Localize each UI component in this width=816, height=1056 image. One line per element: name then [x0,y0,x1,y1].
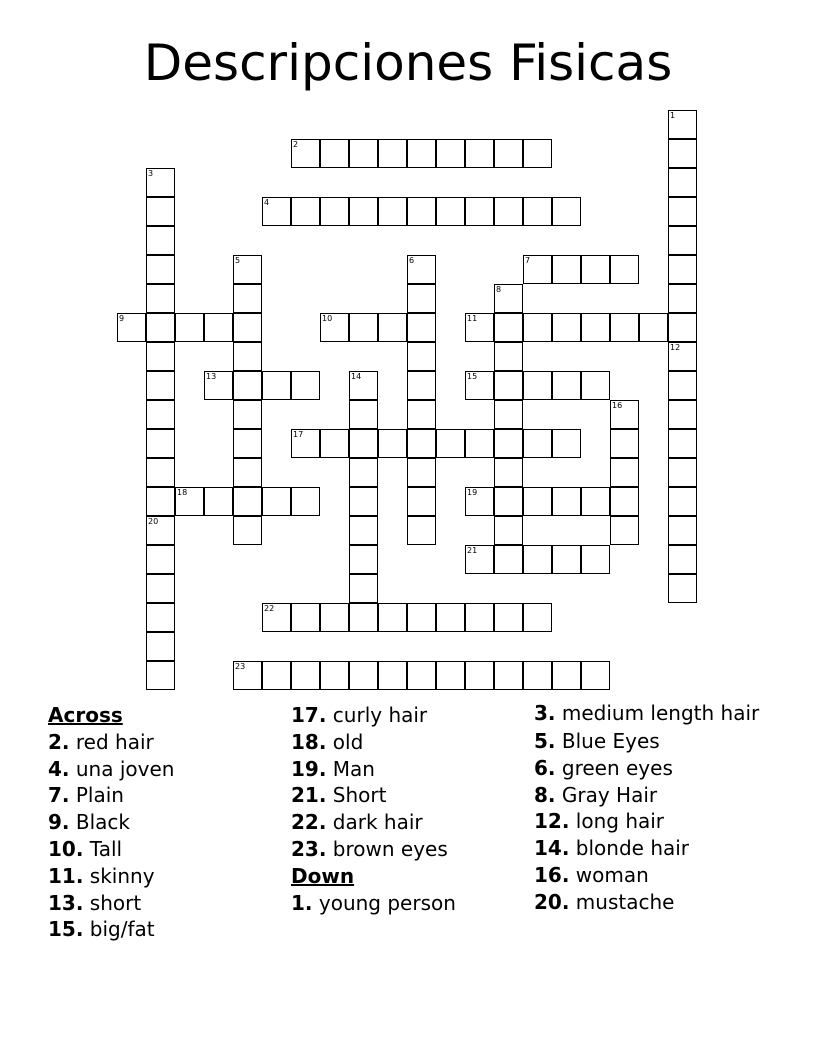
grid-cell[interactable] [349,458,378,487]
grid-cell[interactable] [465,197,494,226]
grid-cell[interactable] [146,632,175,661]
clue-across-4: 4. una joven [48,756,175,781]
grid-cell[interactable] [349,400,378,429]
grid-cell[interactable] [668,284,697,313]
clue-across-21: 21. Short [291,783,387,808]
grid-cell[interactable] [668,168,697,197]
grid-cell[interactable] [349,429,378,458]
grid-cell[interactable] [668,110,697,139]
grid-cell[interactable] [436,603,465,632]
grid-cell[interactable] [349,574,378,603]
grid-cell[interactable] [407,284,436,313]
grid-cell[interactable] [146,255,175,284]
grid-cell[interactable] [668,139,697,168]
clue-number: 7 [525,256,531,265]
grid-cell[interactable] [668,516,697,545]
grid-cell[interactable] [146,342,175,371]
grid-cell[interactable] [523,139,552,168]
grid-cell[interactable] [581,487,610,516]
clue-column-1 [48,702,278,943]
grid-cell[interactable] [349,139,378,168]
grid-cell[interactable] [378,197,407,226]
grid-cell[interactable] [233,661,262,690]
grid-cell[interactable] [436,197,465,226]
grid-cell[interactable] [523,255,552,284]
grid-cell[interactable] [378,313,407,342]
clue-number: 6 [409,256,415,265]
grid-cell[interactable] [407,516,436,545]
grid-cell[interactable] [668,342,697,371]
grid-cell[interactable] [320,661,349,690]
grid-cell[interactable] [523,661,552,690]
grid-cell[interactable] [204,371,233,400]
grid-cell[interactable] [552,429,581,458]
grid-cell[interactable] [668,226,697,255]
grid-cell[interactable] [291,371,320,400]
grid-cell[interactable] [262,661,291,690]
grid-cell[interactable] [610,429,639,458]
grid-cell[interactable] [146,458,175,487]
grid-cell[interactable] [262,603,291,632]
grid-cell[interactable] [204,487,233,516]
grid-cell[interactable] [494,400,523,429]
grid-cell[interactable] [146,545,175,574]
grid-cell[interactable] [552,371,581,400]
across-heading: Across [48,703,123,727]
clue-down-5: 5. Blue Eyes [534,729,660,753]
grid-cell[interactable] [407,313,436,342]
clue-number: 11 [467,314,478,323]
clue-number: 20 [148,517,159,526]
grid-cell[interactable] [407,342,436,371]
grid-cell[interactable] [349,197,378,226]
grid-cell[interactable] [494,603,523,632]
clue-number: 12 [670,343,681,352]
grid-cell[interactable] [465,139,494,168]
grid-cell[interactable] [291,661,320,690]
clue-number: 4 [264,198,270,207]
grid-cell[interactable] [146,400,175,429]
grid-cell[interactable] [581,545,610,574]
grid-cell[interactable] [494,661,523,690]
clue-down-20: 20. mustache [534,889,675,914]
grid-cell[interactable] [146,168,175,197]
clue-number: 22 [264,604,275,613]
grid-cell[interactable] [407,197,436,226]
grid-cell[interactable] [523,371,552,400]
grid-cell[interactable] [407,255,436,284]
grid-cell[interactable] [494,545,523,574]
clue-number: 5 [235,256,241,265]
grid-cell[interactable] [291,429,320,458]
grid-cell[interactable] [320,197,349,226]
clue-column-2 [291,702,521,916]
grid-cell[interactable] [668,400,697,429]
grid-cell[interactable] [494,342,523,371]
clue-across-9: 9. Black [48,810,130,835]
grid-cell[interactable] [146,313,175,342]
grid-cell[interactable] [233,458,262,487]
grid-cell[interactable] [320,313,349,342]
grid-cell[interactable] [610,313,639,342]
clue-number: 3 [148,169,154,178]
grid-cell[interactable] [552,487,581,516]
grid-cell[interactable] [494,487,523,516]
grid-cell[interactable] [233,342,262,371]
grid-cell[interactable] [581,313,610,342]
grid-cell[interactable] [146,429,175,458]
grid-cell[interactable] [668,574,697,603]
grid-cell[interactable] [262,487,291,516]
grid-cell[interactable] [610,516,639,545]
clue-column-3 [534,702,774,916]
grid-cell[interactable] [523,545,552,574]
clue-number: 2 [293,140,299,149]
clue-down-16: 16. woman [534,862,649,887]
page-title: Descripciones Fisicas [143,34,673,92]
grid-cell[interactable] [378,429,407,458]
grid-cell[interactable] [407,400,436,429]
grid-cell[interactable] [668,197,697,226]
grid-cell[interactable] [291,487,320,516]
clue-across-15: 15. big/fat [48,917,155,942]
grid-cell[interactable] [668,458,697,487]
grid-cell[interactable] [494,371,523,400]
grid-cell[interactable] [233,429,262,458]
grid-cell[interactable] [668,487,697,516]
grid-cell[interactable] [436,139,465,168]
grid-cell[interactable] [378,661,407,690]
clue-across-17: 17. curly hair [291,703,428,727]
grid-cell[interactable] [378,603,407,632]
grid-cell[interactable] [465,661,494,690]
grid-cell[interactable] [465,487,494,516]
clue-down-1: 1. young person [291,890,456,915]
grid-cell[interactable] [146,284,175,313]
grid-cell[interactable] [320,603,349,632]
grid-cell[interactable] [291,603,320,632]
grid-cell[interactable] [407,371,436,400]
grid-cell[interactable] [233,284,262,313]
grid-cell[interactable] [494,197,523,226]
grid-cell[interactable] [523,487,552,516]
grid-cell[interactable] [494,313,523,342]
clue-down-6: 6. green eyes [534,755,673,780]
grid-cell[interactable] [349,371,378,400]
clue-across-11: 11. skinny [48,863,155,888]
clue-down-14: 14. blonde hair [534,836,690,861]
grid-cell[interactable] [436,661,465,690]
grid-cell[interactable] [349,545,378,574]
clue-across-13: 13. short [48,890,142,915]
grid-cell[interactable] [233,371,262,400]
grid-cell[interactable] [320,139,349,168]
grid-cell[interactable] [146,574,175,603]
grid-cell[interactable] [668,429,697,458]
clue-number: 1 [670,111,676,120]
grid-cell[interactable] [581,661,610,690]
clue-number: 9 [119,314,125,323]
clue-across-7: 7. Plain [48,783,124,808]
clue-down-3: 3. medium length hair [534,701,760,725]
grid-cell[interactable] [146,603,175,632]
clue-down-8: 8. Gray Hair [534,782,658,807]
grid-cell[interactable] [523,313,552,342]
clue-number: 8 [496,285,502,294]
grid-cell[interactable] [610,400,639,429]
grid-cell[interactable] [494,284,523,313]
clue-number: 19 [467,488,478,497]
grid-cell[interactable] [465,545,494,574]
grid-cell[interactable] [407,603,436,632]
clue-number: 10 [322,314,333,323]
grid-cell[interactable] [233,400,262,429]
grid-cell[interactable] [407,661,436,690]
clue-across-10: 10. Tall [48,836,123,861]
grid-cell[interactable] [436,429,465,458]
grid-cell[interactable] [552,197,581,226]
grid-cell[interactable] [610,487,639,516]
grid-cell[interactable] [581,371,610,400]
grid-cell[interactable] [117,313,146,342]
grid-cell[interactable] [320,429,349,458]
grid-cell[interactable] [610,255,639,284]
grid-cell[interactable] [668,255,697,284]
grid-cell[interactable] [465,603,494,632]
clue-number: 13 [206,372,217,381]
grid-cell[interactable] [407,487,436,516]
grid-cell[interactable] [146,197,175,226]
grid-cell[interactable] [465,371,494,400]
clue-number: 18 [177,488,188,497]
grid-cell[interactable] [233,255,262,284]
grid-cell[interactable] [523,603,552,632]
grid-cell[interactable] [494,429,523,458]
clue-across-22: 22. dark hair [291,810,423,835]
grid-cell[interactable] [146,661,175,690]
grid-cell[interactable] [262,371,291,400]
grid-cell[interactable] [291,197,320,226]
clue-across-19: 19. Man [291,756,375,781]
grid-cell[interactable] [552,661,581,690]
grid-cell[interactable] [349,603,378,632]
clue-number: 14 [351,372,362,381]
grid-cell[interactable] [639,313,668,342]
down-heading: Down [291,863,355,888]
grid-cell[interactable] [668,313,697,342]
grid-cell[interactable] [378,139,407,168]
clue-number: 15 [467,372,478,381]
clue-number: 23 [235,662,246,671]
grid-cell[interactable] [175,313,204,342]
grid-cell[interactable] [523,197,552,226]
grid-cell[interactable] [552,545,581,574]
grid-cell[interactable] [349,661,378,690]
clue-number: 16 [612,401,623,410]
clue-across-23: 23. brown eyes [291,836,448,861]
grid-cell[interactable] [233,487,262,516]
grid-cell[interactable] [349,313,378,342]
grid-cell[interactable] [349,516,378,545]
grid-cell[interactable] [552,313,581,342]
grid-cell[interactable] [233,313,262,342]
grid-cell[interactable] [146,371,175,400]
grid-cell[interactable] [494,458,523,487]
grid-cell[interactable] [610,458,639,487]
grid-cell[interactable] [668,545,697,574]
clue-number: 17 [293,430,304,439]
grid-cell[interactable] [146,516,175,545]
grid-cell[interactable] [262,197,291,226]
grid-cell[interactable] [349,487,378,516]
grid-cell[interactable] [668,371,697,400]
grid-cell[interactable] [465,313,494,342]
grid-cell[interactable] [146,226,175,255]
grid-cell[interactable] [233,516,262,545]
clue-across-18: 18. old [291,729,364,754]
clue-across-2: 2. red hair [48,729,154,754]
grid-cell[interactable] [407,429,436,458]
grid-cell[interactable] [494,139,523,168]
grid-cell[interactable] [291,139,320,168]
grid-cell[interactable] [407,458,436,487]
grid-cell[interactable] [175,487,204,516]
grid-cell[interactable] [204,313,233,342]
clue-down-12: 12. long hair [534,809,665,834]
clue-number: 21 [467,546,478,555]
grid-cell[interactable] [407,139,436,168]
grid-cell[interactable] [552,255,581,284]
grid-cell[interactable] [494,516,523,545]
grid-cell[interactable] [581,255,610,284]
grid-cell[interactable] [523,429,552,458]
grid-cell[interactable] [465,429,494,458]
grid-cell[interactable] [146,487,175,516]
